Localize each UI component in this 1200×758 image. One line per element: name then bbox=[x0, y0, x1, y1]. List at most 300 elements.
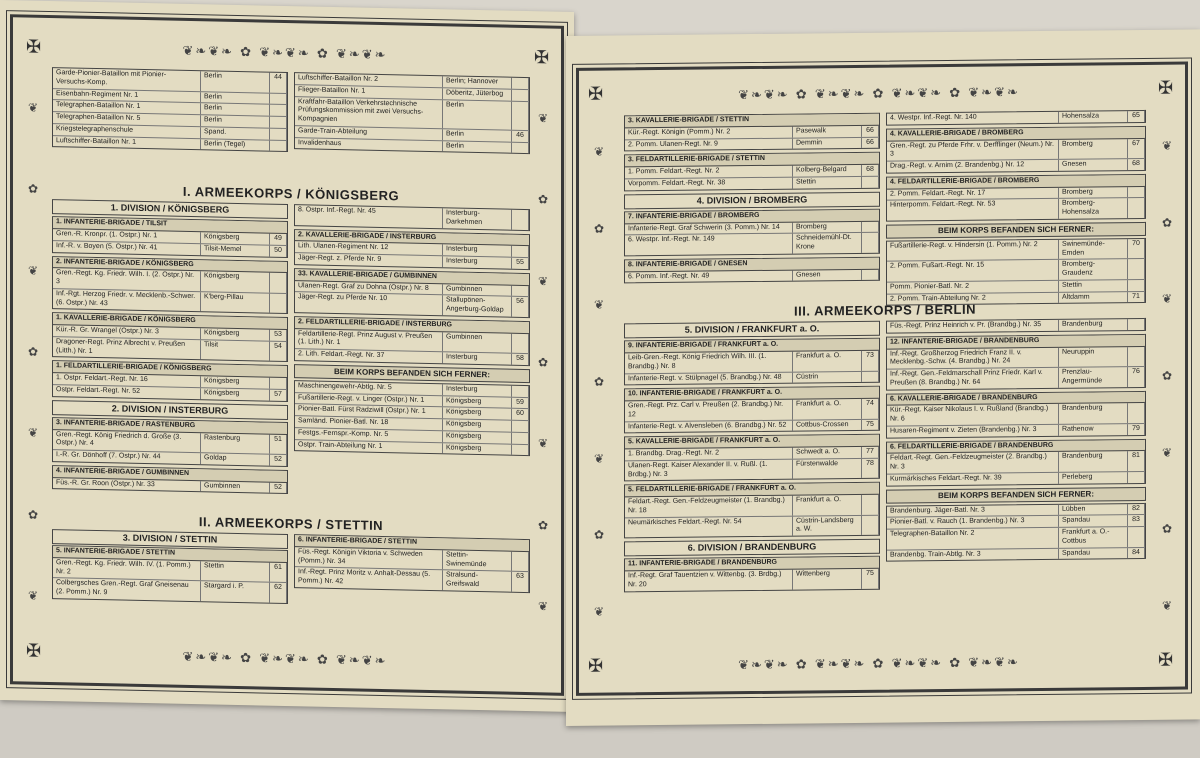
unit-cell: 4. Westpr. Inf.-Regt. Nr. 140 bbox=[887, 112, 1059, 125]
brigade-table bbox=[294, 534, 530, 593]
garrison-cell: Königsberg bbox=[443, 408, 512, 420]
unit-cell: Gren.-R. Kronpr. (1. Ostpr.) Nr. 1 bbox=[53, 229, 201, 243]
garrison-cell: Berlin bbox=[201, 92, 270, 104]
table-row bbox=[887, 319, 1145, 332]
garrison-cell: Schneidemühl-Dt. Krone bbox=[793, 233, 862, 253]
garrison-cell: Königsberg bbox=[201, 271, 270, 292]
page-number-cell: 84 bbox=[1128, 547, 1145, 558]
unit-cell: Brandenburg. Jäger-Batl. Nr. 3 bbox=[887, 504, 1059, 517]
page-number-cell bbox=[862, 269, 879, 280]
garrison-cell: Cüstrin bbox=[793, 371, 862, 382]
corps-extra-heading: BEIM KORPS BEFANDEN SICH FERNER: bbox=[886, 222, 1146, 239]
brigade-heading: 9. INFANTERIE-BRIGADE / FRANKFURT a. O. bbox=[625, 339, 879, 353]
garrison-cell: Königsberg bbox=[443, 443, 512, 455]
page-number-cell: 81 bbox=[1128, 451, 1145, 471]
unit-cell: Lith. Ulanen-Regiment Nr. 12 bbox=[295, 241, 443, 255]
unit-cell: 1. Pomm. Feldart.-Regt. Nr. 2 bbox=[625, 166, 793, 179]
garrison-cell: Bromberg bbox=[1059, 187, 1128, 198]
page-number-cell bbox=[862, 221, 879, 232]
page-number-cell bbox=[512, 142, 529, 153]
brigade-table bbox=[886, 502, 1146, 561]
unit-cell: Inf.-Regt. Gen.-Feldmarschall Prinz Friedr. Karl v. Preußen (8. Brandbg.) Nr. 64 bbox=[887, 368, 1059, 389]
cross-ornament-icon: ✠ bbox=[534, 47, 550, 69]
unit-cell: Dragoner-Regt. Prinz Albrecht v. Preußen (Litth.) Nr. 1 bbox=[53, 337, 201, 360]
unit-cell: Inf.-Regt. Prinz Moritz v. Anhalt-Dessau (5. Pomm.) Nr. 42 bbox=[295, 567, 443, 590]
page-number-cell bbox=[1128, 346, 1145, 366]
division-heading: 1. DIVISION / KÖNIGSBERG bbox=[52, 199, 288, 219]
brigade-heading: 7. INFANTERIE-BRIGADE / BROMBERG bbox=[625, 209, 879, 223]
brigade-table bbox=[52, 465, 288, 494]
garrison-cell: Tilsit-Memel bbox=[201, 244, 270, 256]
unit-cell: Gren.-Regt. Kg. Friedr. Wilh. IV. (1. Pomm.) Nr. 2 bbox=[53, 558, 201, 581]
brigade-table bbox=[886, 318, 1146, 333]
page-number-cell bbox=[512, 210, 529, 230]
unit-cell: Ostpr. Train-Abteilung Nr. 1 bbox=[295, 440, 443, 454]
corps-heading: II. ARMEEKORPS / STETTIN bbox=[198, 514, 384, 534]
table-row bbox=[53, 578, 287, 602]
unit-cell: Garde-Pionier-Bataillon mit Pionier-Versuchs-Komp. bbox=[53, 68, 201, 91]
table-row bbox=[625, 569, 879, 591]
garrison-cell: Königsberg bbox=[443, 396, 512, 408]
table-row bbox=[887, 346, 1145, 369]
garrison-cell: Berlin bbox=[443, 100, 512, 130]
garrison-cell: Perleberg bbox=[1059, 472, 1128, 483]
division-heading: 5. DIVISION / FRANKFURT a. O. bbox=[624, 321, 880, 339]
unit-cell: Neumärkisches Feldart.-Regt. Nr. 54 bbox=[625, 516, 793, 537]
table-row bbox=[887, 111, 1145, 124]
unit-cell: Füs.-Regt. Prinz Heinrich v. Pr. (Brandbg.) Nr. 35 bbox=[887, 320, 1059, 333]
brigade-heading: 3. INFANTERIE-BRIGADE / RASTENBURG bbox=[53, 418, 287, 435]
page-number-cell: 73 bbox=[862, 351, 879, 371]
garrison-cell: Prenzlau-Angermünde bbox=[1059, 367, 1128, 387]
table-row bbox=[887, 198, 1145, 220]
brigade-table bbox=[624, 256, 880, 283]
page-number-cell bbox=[270, 293, 287, 313]
page-number-cell: 63 bbox=[512, 572, 529, 592]
page-number-cell: 76 bbox=[1128, 367, 1145, 387]
left-laurel-border-icon: ❦ ✿ ❦ ✿ ❦ ✿ ❦ bbox=[27, 100, 39, 604]
unit-cell: Luftschiffer-Bataillon Nr. 1 bbox=[53, 136, 201, 150]
table-row bbox=[887, 138, 1145, 161]
page-number-cell: 52 bbox=[270, 455, 287, 466]
unit-cell: Pomm. Pionier-Batl. Nr. 2 bbox=[887, 281, 1059, 294]
page-number-cell bbox=[1128, 472, 1145, 483]
unit-cell: 2. Pomm. Feldart.-Regt. Nr. 17 bbox=[887, 187, 1059, 200]
garrison-cell: Frankfurt a. O. bbox=[793, 495, 862, 515]
garrison-cell: Insterburg bbox=[443, 256, 512, 268]
garrison-cell: Demmin bbox=[793, 137, 862, 148]
page-number-cell: 83 bbox=[1128, 515, 1145, 526]
brigade-heading: 6. KAVALLERIE-BRIGADE / BRANDENBURG bbox=[887, 391, 1145, 405]
table-row bbox=[625, 399, 879, 422]
page-number-cell: 46 bbox=[512, 130, 529, 141]
table-row bbox=[887, 424, 1145, 437]
page-number-cell bbox=[512, 444, 529, 455]
cross-ornament-icon: ✠ bbox=[1158, 77, 1174, 99]
page-number-cell: 66 bbox=[862, 137, 879, 148]
left-page bbox=[0, 0, 574, 712]
garrison-cell: Berlin bbox=[443, 129, 512, 141]
brigade-table bbox=[624, 208, 880, 256]
unit-cell: Telegraphen-Bataillon Nr. 2 bbox=[887, 528, 1059, 549]
garrison-cell: Insterburg-Darkehmen bbox=[443, 208, 512, 229]
garrison-cell: Swinemünde-Emden bbox=[1059, 239, 1128, 259]
page-number-cell: 44 bbox=[270, 73, 287, 93]
garrison-cell: Berlin bbox=[201, 103, 270, 115]
corps-extra-heading: BEIM KORPS BEFANDEN SICH FERNER: bbox=[294, 364, 530, 383]
unit-cell: Inf.-Regt. Großherzog Friedrich Franz II. v. Mecklenbg.-Schw. (4. Brandbg.) Nr. 24 bbox=[887, 347, 1059, 368]
page-number-cell: 70 bbox=[1128, 239, 1145, 259]
brigade-table bbox=[886, 110, 1146, 125]
garrison-cell: Döberitz, Jüterbog bbox=[443, 88, 512, 100]
table-row bbox=[625, 351, 879, 374]
garrison-cell: Neuruppin bbox=[1059, 347, 1128, 367]
garrison-cell: Bromberg-Hohensalza bbox=[1059, 198, 1128, 218]
unit-cell: 8. Ostpr. Inf.-Regt. Nr. 45 bbox=[295, 205, 443, 228]
garrison-cell: Cüstrin-Landsberg a. W. bbox=[793, 515, 862, 535]
unit-cell: 2. Pomm. Fußart.-Regt. Nr. 15 bbox=[887, 260, 1059, 281]
brigade-table bbox=[294, 229, 530, 270]
unit-cell: Kriegstelegraphenschule bbox=[53, 124, 201, 138]
page-number-cell bbox=[270, 140, 287, 151]
page-number-cell: 50 bbox=[270, 245, 287, 256]
brigade-table bbox=[886, 126, 1146, 174]
unit-cell: Inf.-Regt. Graf Tauentzien v. Wittenbg. (3. Brdbg.) Nr. 20 bbox=[625, 570, 793, 591]
unit-cell: Festgs.-Fernspr.-Komp. Nr. 5 bbox=[295, 428, 443, 442]
top-laurel-border-icon: ❦❧❦❧ ✿ ❦❧❦❧ ✿ ❦❧❦❧ bbox=[182, 43, 388, 63]
unit-cell: Jäger-Regt. z. Pferde Nr. 9 bbox=[295, 253, 443, 267]
page-number-cell: 77 bbox=[862, 447, 879, 458]
garrison-cell: Lübben bbox=[1059, 504, 1128, 515]
page-number-cell bbox=[862, 233, 879, 253]
unit-cell: Kurmärkisches Feldart.-Regt. Nr. 39 bbox=[887, 473, 1059, 486]
page-number-cell: 75 bbox=[862, 569, 879, 589]
garrison-cell: Spandau bbox=[1059, 548, 1128, 559]
brigade-table bbox=[52, 312, 288, 362]
page-number-cell: 52 bbox=[270, 482, 287, 493]
brigade-table bbox=[52, 256, 288, 315]
brigade-table bbox=[52, 216, 288, 257]
unit-cell: 2. Lith. Feldart.-Regt. Nr. 37 bbox=[295, 349, 443, 363]
page-number-cell: 49 bbox=[270, 234, 287, 245]
page-number-cell: 57 bbox=[270, 389, 287, 400]
brigade-table bbox=[294, 204, 530, 230]
table-row bbox=[887, 403, 1145, 426]
brigade-heading: 5. FELDARTILLERIE-BRIGADE / FRANKFURT a. O. bbox=[625, 483, 879, 497]
garrison-cell: Gumbinnen bbox=[201, 481, 270, 493]
garrison-cell: Spand. bbox=[201, 127, 270, 139]
brigade-table bbox=[294, 268, 530, 318]
cross-ornament-icon: ✠ bbox=[1158, 649, 1174, 671]
garrison-cell: Frankfurt a. O. bbox=[793, 399, 862, 419]
top-units-table bbox=[52, 67, 288, 152]
cross-ornament-icon: ✠ bbox=[26, 640, 42, 662]
brigade-heading: 6. INFANTERIE-BRIGADE / STETTIN bbox=[295, 535, 529, 552]
page-number-cell bbox=[512, 385, 529, 396]
table-row bbox=[887, 367, 1145, 389]
brigade-heading: 1. INFANTERIE-BRIGADE / TILSIT bbox=[53, 217, 287, 234]
brigade-heading: 8. INFANTERIE-BRIGADE / GNESEN bbox=[625, 257, 879, 271]
garrison-cell: Bromberg bbox=[1059, 139, 1128, 159]
page-number-cell: 53 bbox=[270, 330, 287, 341]
unit-cell: Infanterie-Regt. Graf Schwerin (3. Pomm.) Nr. 14 bbox=[625, 222, 793, 235]
garrison-cell: Königsberg bbox=[201, 388, 270, 400]
bottom-laurel-border-icon: ❦❧❦❧ ✿ ❦❧❦❧ ✿ ❦❧❦❧ ✿ ❦❧❦❧ bbox=[738, 654, 1020, 673]
unit-cell: Feldart.-Regt. Gen.-Feldzeugmeister (1. Brandbg.) Nr. 18 bbox=[625, 496, 793, 517]
garrison-cell: Brandenburg bbox=[1059, 319, 1128, 330]
garrison-cell: Bromberg bbox=[793, 221, 862, 232]
garrison-cell: Stettin-Swinemünde bbox=[443, 550, 512, 571]
brigade-heading: 2. INFANTERIE-BRIGADE / KÖNIGSBERG bbox=[53, 257, 287, 274]
table-row bbox=[887, 527, 1145, 550]
page-number-cell: 58 bbox=[512, 354, 529, 365]
page-number-cell: 67 bbox=[1128, 138, 1145, 158]
garrison-cell: Berlin; Hannover bbox=[443, 76, 512, 88]
table-row bbox=[625, 371, 879, 384]
garrison-cell: Frankfurt a. O.-Cottbus bbox=[1059, 527, 1128, 547]
unit-cell: Ulanen-Regt. Graf zu Dohna (Ostpr.) Nr. 8 bbox=[295, 281, 443, 295]
page-number-cell: 74 bbox=[862, 399, 879, 419]
unit-cell: Brandenbg. Train-Abtlg. Nr. 3 bbox=[887, 548, 1059, 561]
garrison-cell: Stargard i. P. bbox=[201, 581, 270, 602]
garrison-cell: Goldap bbox=[201, 453, 270, 465]
garrison-cell: Königsberg bbox=[201, 328, 270, 340]
unit-cell: Fußartillerie-Regt. v. Hindersin (1. Pomm.) Nr. 2 bbox=[887, 240, 1059, 261]
page-number-cell bbox=[270, 105, 287, 116]
page-number-cell bbox=[862, 176, 879, 187]
unit-cell: Drag.-Regt. v. Arnim (2. Brandenbg.) Nr. 12 bbox=[887, 160, 1059, 173]
table-row bbox=[295, 205, 529, 229]
garrison-cell: Berlin bbox=[443, 141, 512, 153]
brigade-heading: 33. KAVALLERIE-BRIGADE / GUMBINNEN bbox=[295, 269, 529, 286]
table-row bbox=[53, 289, 287, 313]
brigade-table bbox=[886, 238, 1146, 306]
garrison-cell: Frankfurt a. O. bbox=[793, 351, 862, 371]
page-number-cell bbox=[1128, 186, 1145, 197]
brigade-heading: 1. FELDARTILLERIE-BRIGADE / KÖNIGSBERG bbox=[53, 361, 287, 378]
unit-cell: 6. Westpr. Inf.-Regt. Nr. 149 bbox=[625, 234, 793, 255]
unit-cell: Garde-Train-Abteilung bbox=[295, 126, 443, 140]
unit-cell: Kür.-Regt. Kaiser Nikolaus I. v. Rußland (Brandbg.) Nr. 6 bbox=[887, 404, 1059, 425]
brigade-heading: 11. INFANTERIE-BRIGADE / BRANDENBURG bbox=[625, 557, 879, 571]
garrison-cell: K'berg-Pillau bbox=[201, 292, 270, 313]
unit-cell: Fußartillerie-Regt. v. Linger (Ostpr.) Nr. 1 bbox=[295, 393, 443, 407]
page-number-cell: 61 bbox=[270, 562, 287, 582]
unit-cell: Kür.-Regt. Königin (Pomm.) Nr. 2 bbox=[625, 126, 793, 139]
cross-ornament-icon: ✠ bbox=[588, 83, 604, 105]
page-number-cell bbox=[512, 78, 529, 89]
unit-cell: Samländ. Pionier-Batl. Nr. 18 bbox=[295, 416, 443, 430]
garrison-cell: Gumbinnen bbox=[443, 332, 512, 353]
page-number-cell: 60 bbox=[512, 409, 529, 420]
brigade-table bbox=[624, 434, 880, 482]
left-page-content bbox=[52, 67, 530, 647]
right-laurel-border-icon: ❦ ✿ ❦ ✿ ❦ ✿ ❦ bbox=[1161, 138, 1173, 613]
page-number-cell bbox=[512, 89, 529, 100]
brigade-table bbox=[886, 438, 1146, 486]
page-number-cell bbox=[512, 285, 529, 296]
unit-cell: Infanterie-Regt. v. Alvensleben (6. Brandbg.) Nr. 52 bbox=[625, 420, 793, 433]
brigade-table bbox=[624, 152, 880, 191]
garrison-cell: Kolberg-Belgard bbox=[793, 165, 862, 176]
table-row bbox=[887, 159, 1145, 172]
garrison-cell: Berlin bbox=[201, 115, 270, 127]
right-page-content bbox=[624, 110, 1146, 651]
unit-cell: Vorpomm. Feldart.-Regt. Nr. 38 bbox=[625, 177, 793, 190]
page-number-cell: 65 bbox=[1128, 111, 1145, 122]
table-row bbox=[887, 259, 1145, 282]
page-number-cell: 51 bbox=[270, 434, 287, 454]
garrison-cell: Fürstenwalde bbox=[793, 459, 862, 479]
bottom-laurel-border-icon: ❦❧❦❧ ✿ ❦❧❦❧ ✿ ❦❧❦❧ bbox=[182, 649, 388, 669]
page-number-cell bbox=[1128, 280, 1145, 291]
top-laurel-border-icon: ❦❧❦❧ ✿ ❦❧❦❧ ✿ ❦❧❦❧ ✿ ❦❧❦❧ bbox=[738, 84, 1020, 103]
unit-cell: Maschinengewehr-Abtlg. Nr. 5 bbox=[295, 381, 443, 395]
brigade-table bbox=[52, 417, 288, 467]
table-row bbox=[625, 495, 879, 518]
page-number-cell bbox=[512, 333, 529, 353]
garrison-cell: Königsberg bbox=[201, 232, 270, 244]
page-number-cell bbox=[1128, 527, 1145, 547]
unit-cell: Gren.-Regt. Kg. Friedr. Wilh. I. (2. Ostpr.) Nr. 3 bbox=[53, 268, 201, 291]
garrison-cell: Altdamm bbox=[1059, 292, 1128, 303]
garrison-cell: Cottbus-Crossen bbox=[793, 419, 862, 430]
table-row bbox=[887, 451, 1145, 474]
page-number-cell bbox=[862, 515, 879, 535]
garrison-cell: Gumbinnen bbox=[443, 284, 512, 296]
brigade-table bbox=[52, 360, 288, 401]
table-row bbox=[887, 239, 1145, 262]
right-laurel-border-icon: ❦ ✿ ❦ ✿ ❦ ✿ ❦ bbox=[537, 110, 549, 614]
brigade-heading: 3. FELDARTILLERIE-BRIGADE / STETTIN bbox=[625, 153, 879, 167]
garrison-cell: Königsberg bbox=[443, 431, 512, 443]
unit-cell: Gren.-Regt. Prz. Carl v. Preußen (2. Brandbg.) Nr. 12 bbox=[625, 400, 793, 421]
brigade-table bbox=[886, 334, 1146, 390]
page-number-cell bbox=[270, 117, 287, 128]
cross-ornament-icon: ✠ bbox=[26, 36, 42, 58]
unit-cell: Hinterpomm. Feldart.-Regt. Nr. 53 bbox=[887, 199, 1059, 220]
unit-cell: Eisenbahn-Regiment Nr. 1 bbox=[53, 89, 201, 103]
brigade-heading: 4. FELDARTILLERIE-BRIGADE / BROMBERG bbox=[887, 175, 1145, 189]
page-number-cell bbox=[512, 246, 529, 257]
page-number-cell: 78 bbox=[862, 458, 879, 478]
unit-cell: Infanterie-Regt. v. Stülpnagel (5. Brandbg.) Nr. 48 bbox=[625, 372, 793, 385]
brigade-table bbox=[624, 482, 880, 538]
division-heading: 3. DIVISION / STETTIN bbox=[52, 529, 288, 549]
unit-cell: 2. Pomm. Train-Abteilung Nr. 2 bbox=[887, 292, 1059, 305]
brigade-table bbox=[294, 316, 530, 366]
brigade-heading: 2. FELDARTILLERIE-BRIGADE / INSTERBURG bbox=[295, 317, 529, 334]
garrison-cell: Schwedt a. O. bbox=[793, 447, 862, 458]
garrison-cell: Stallupönen-Angerburg-Goldap bbox=[443, 296, 512, 317]
page-number-cell bbox=[512, 432, 529, 443]
brigade-heading: 10. INFANTERIE-BRIGADE / FRANKFURT a. O. bbox=[625, 387, 879, 401]
garrison-cell: Bromberg-Graudenz bbox=[1059, 259, 1128, 279]
table-row bbox=[625, 176, 879, 189]
page-number-cell: 71 bbox=[1128, 291, 1145, 302]
brigade-heading: 4. KAVALLERIE-BRIGADE / BROMBERG bbox=[887, 127, 1145, 141]
garrison-cell: Tilsit bbox=[201, 340, 270, 361]
garrison-cell: Berlin bbox=[201, 71, 270, 92]
garrison-cell: Wittenberg bbox=[793, 569, 862, 589]
brigade-heading: 5. KAVALLERIE-BRIGADE / FRANKFURT a. O. bbox=[625, 435, 879, 449]
unit-cell: 2. Pomm. Ulanen-Regt. Nr. 9 bbox=[625, 138, 793, 151]
brigade-table bbox=[294, 380, 530, 456]
unit-cell: Ostpr. Feldart.-Regt. Nr. 52 bbox=[53, 385, 201, 399]
garrison-cell: Brandenburg bbox=[1059, 451, 1128, 471]
unit-cell: Gren.-Regt. zu Pferde Frhr. v. Derfflinger (Neum.) Nr. 3 bbox=[887, 139, 1059, 160]
brigade-heading: 4. INFANTERIE-BRIGADE / GUMBINNEN bbox=[53, 466, 287, 483]
division-heading: 4. DIVISION / BROMBERG bbox=[624, 191, 880, 209]
garrison-cell: Rathenow bbox=[1059, 424, 1128, 435]
cross-ornament-icon: ✠ bbox=[588, 655, 604, 677]
table-row bbox=[625, 515, 879, 537]
unit-cell: Telegraphen-Bataillon Nr. 1 bbox=[53, 100, 201, 114]
brigade-table bbox=[886, 390, 1146, 438]
table-row bbox=[625, 458, 879, 480]
brigade-heading: 2. KAVALLERIE-BRIGADE / INSTERBURG bbox=[295, 230, 529, 247]
garrison-cell: Insterburg bbox=[443, 245, 512, 257]
page-number-cell bbox=[512, 101, 529, 130]
garrison-cell: Gnesen bbox=[793, 269, 862, 280]
brigade-heading: 12. INFANTERIE-BRIGADE / BRANDENBURG bbox=[887, 335, 1145, 349]
brigade-table bbox=[624, 113, 880, 152]
unit-cell: Luftschiffer-Bataillon Nr. 2 bbox=[295, 73, 443, 87]
garrison-cell: Stettin bbox=[793, 177, 862, 188]
garrison-cell: Stettin bbox=[1059, 280, 1128, 291]
right-page bbox=[566, 29, 1200, 726]
table-row bbox=[625, 269, 879, 282]
division-heading: 6. DIVISION / BRANDENBURG bbox=[624, 539, 880, 557]
page-number-cell: 55 bbox=[512, 258, 529, 269]
page-number-cell: 54 bbox=[270, 341, 287, 361]
unit-cell: Feldart.-Regt. Gen.-Feldzeugmeister (2. Brandbg.) Nr. 3 bbox=[887, 452, 1059, 473]
table-row bbox=[887, 472, 1145, 485]
unit-cell: 1. Brandbg. Drag.-Regt. Nr. 2 bbox=[625, 448, 793, 461]
brigade-table bbox=[624, 386, 880, 434]
page-number-cell bbox=[512, 421, 529, 432]
brigade-table bbox=[624, 338, 880, 386]
table-row bbox=[295, 567, 529, 591]
unit-cell: Feldartillerie-Regt. Prinz August v. Preußen (1. Lith.) Nr. 1 bbox=[295, 329, 443, 352]
table-row bbox=[295, 292, 529, 316]
unit-cell: I.-R. Gr. Dönhoff (7. Ostpr.) Nr. 44 bbox=[53, 450, 201, 464]
garrison-cell: Königsberg bbox=[443, 419, 512, 431]
table-row bbox=[53, 337, 287, 361]
page-number-cell bbox=[1128, 198, 1145, 218]
page-number-cell: 82 bbox=[1128, 503, 1145, 514]
unit-cell: Invalidenhaus bbox=[295, 138, 443, 152]
brigade-table bbox=[52, 545, 288, 604]
unit-cell: Husaren-Regiment v. Zieten (Brandenbg.) Nr. 3 bbox=[887, 425, 1059, 438]
garrison-cell: Insterburg bbox=[443, 352, 512, 364]
table-row bbox=[625, 137, 879, 150]
page-number-cell: 62 bbox=[270, 583, 287, 603]
garrison-cell: Spandau bbox=[1059, 515, 1128, 526]
page-number-cell bbox=[270, 128, 287, 139]
unit-cell: Jäger-Regt. zu Pferde Nr. 10 bbox=[295, 292, 443, 315]
unit-cell: Pionier-Batl. v. Rauch (1. Brandenbg.) Nr. 3 bbox=[887, 516, 1059, 529]
page-number-cell: 59 bbox=[512, 397, 529, 408]
unit-cell: Leib-Gren.-Regt. König Friedrich Wilh. III. (1. Brandbg.) Nr. 8 bbox=[625, 352, 793, 373]
unit-cell: Ulanen-Regt. Kaiser Alexander II. v. Rußl. (1. Brdbg.) Nr. 3 bbox=[625, 459, 793, 480]
garrison-cell: Stralsund-Greifswald bbox=[443, 571, 512, 592]
garrison-cell: Pasewalk bbox=[793, 126, 862, 137]
garrison-cell: Hohensalza bbox=[1059, 111, 1128, 122]
page-number-cell bbox=[1128, 319, 1145, 330]
brigade-table bbox=[886, 174, 1146, 222]
garrison-cell: Insterburg bbox=[443, 384, 512, 396]
